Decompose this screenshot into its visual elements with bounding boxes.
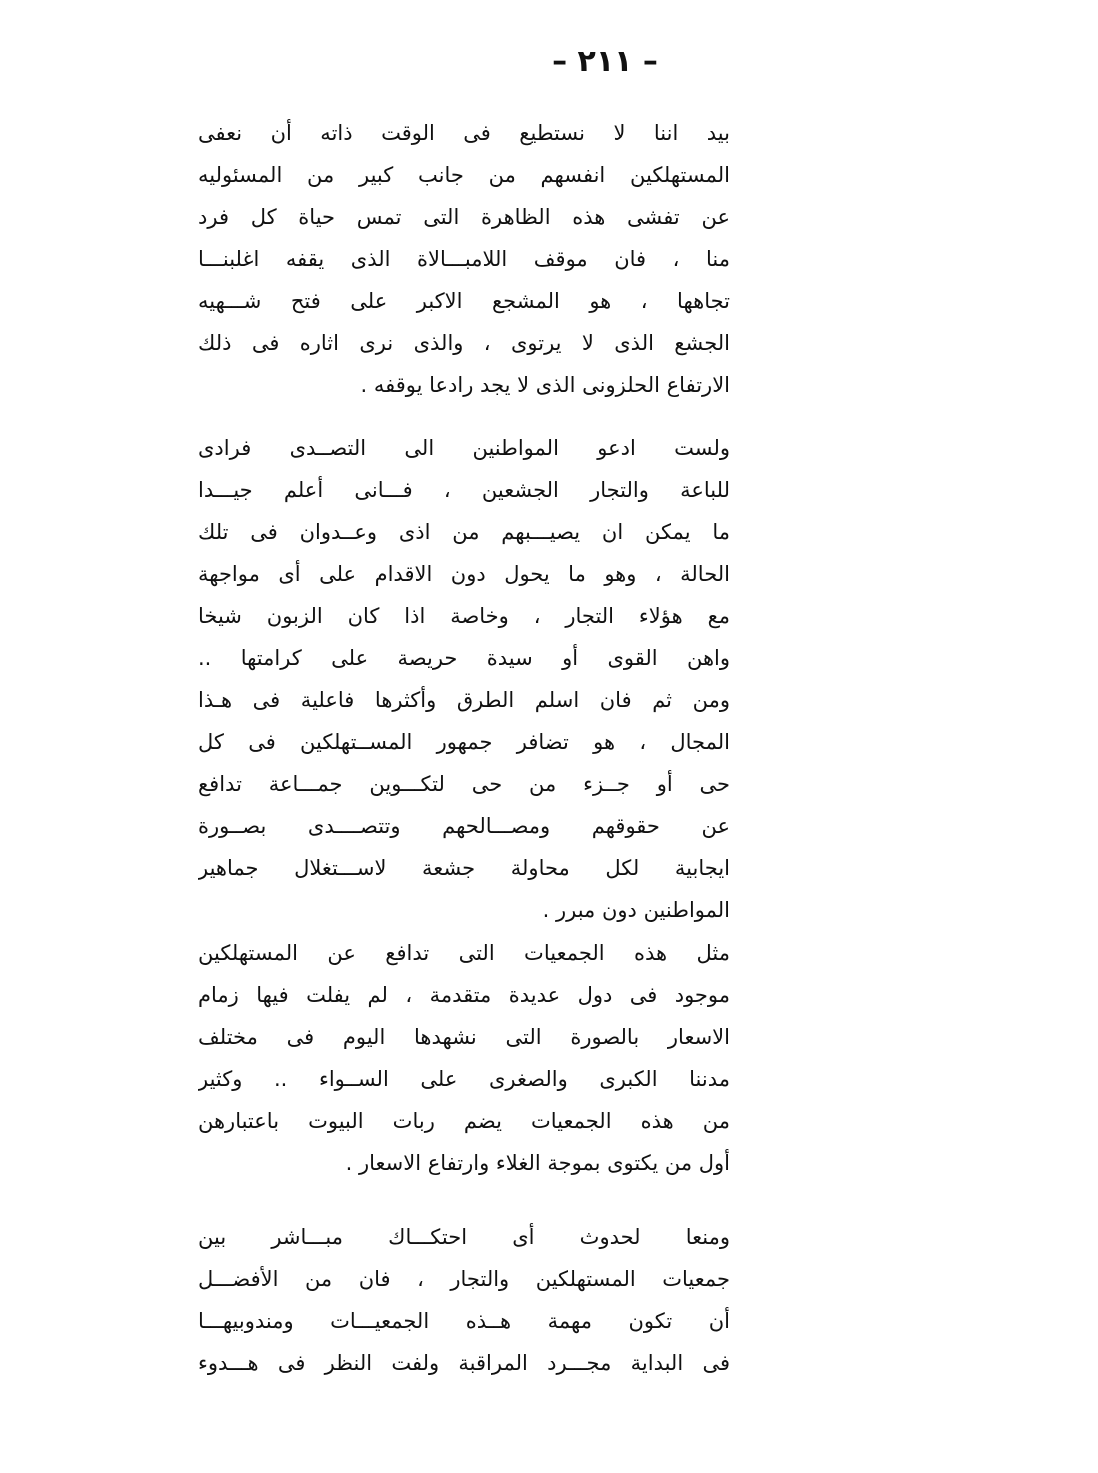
text-line: الجشع الذى لا يرتوى ، والذى نرى اثاره فى ذلك [198,331,730,355]
paragraph-4 [198,1216,730,1384]
paragraph-2 [198,427,730,931]
text-line: أن تكون مهمة هــذه الجمعيـــات ومندوبيهـــا [198,1309,730,1333]
text-line: عن تفشى هذه الظاهرة التى تمس حياة كل فرد [198,205,730,229]
text-line: ولست ادعو المواطنين الى التصــدى فرادى [198,436,730,460]
text-line: ايجابية لكل محاولة جشعة لاســـتغلال جماهير [198,856,730,880]
text-line: جمعيات المستهلكين والتجار ، فان من الأفضـــل [198,1267,730,1291]
text-line: ومنعا لحدوث أى احتكـــاك مبـــاشر بين [198,1225,730,1249]
text-line: بيد اننا لا نستطيع فى الوقت ذاته أن نعفى [198,121,730,145]
text-line: المجال ، هو تضافر جمهور المســتهلكين فى كل [198,730,730,754]
text-line: فى البداية مجـــرد المراقبة ولفت النظر فى هـــدوء [198,1351,730,1375]
text-line: الاسعار بالصورة التى نشهدها اليوم فى مختلف [198,1025,730,1049]
text-line: مثل هذه الجمعيات التى تدافع عن المستهلكين [198,941,730,965]
text-line: من هذه الجمعيات يضم ربات البيوت باعتبارهن [198,1109,730,1133]
paragraph-3 [198,932,730,1184]
text-line: الحالة ، وهو ما يحول دون الاقدام على أى مواجهة [198,562,730,586]
text-line: عن حقوقهم ومصـــالحهم وتتصــــدى بصــورة [198,814,730,838]
text-line: مدننا الكبرى والصغرى على الســواء .. وكثير [198,1067,730,1091]
text-line: مع هؤلاء التجار ، وخاصة اذا كان الزبون شيخا [198,604,730,628]
paragraph-1 [198,112,730,406]
text-line: ومن ثم فان اسلم الطرق وأكثرها فاعلية فى هـذا [198,688,730,712]
text-line: تجاهها ، هو المشجع الاكبر على فتح شـــهيه [198,289,730,313]
text-line: الارتفاع الحلزونى الذى لا يجد رادعا يوقفه . [360,373,730,397]
text-line: منا ، فان موقف اللامبـــالاة الذى يقفه اغلبنـــا [198,247,730,271]
text-line: المواطنين دون مبرر . [542,898,730,922]
text-line: حى أو جــزء من حى لتكـــوين جمـــاعة تدافع [198,772,730,796]
text-line: ما يمكن ان يصيـــبهم من اذى وعــدوان فى تلك [198,520,730,544]
text-line: موجود فى دول عديدة متقدمة ، لم يفلت فيها زمام [198,983,730,1007]
text-line: واهن القوى أو سيدة حريصة على كرامتها .. [198,646,730,670]
page-number: – ٢١١ – [552,44,658,79]
text-line: أول من يكتوى بموجة الغلاء وارتفاع الاسعار . [345,1151,730,1175]
text-line: المستهلكين انفسهم من جانب كبير من المسئوليه [198,163,730,187]
text-line: للباعة والتجار الجشعين ، فـــانى أعلم جيـــدا [198,478,730,502]
